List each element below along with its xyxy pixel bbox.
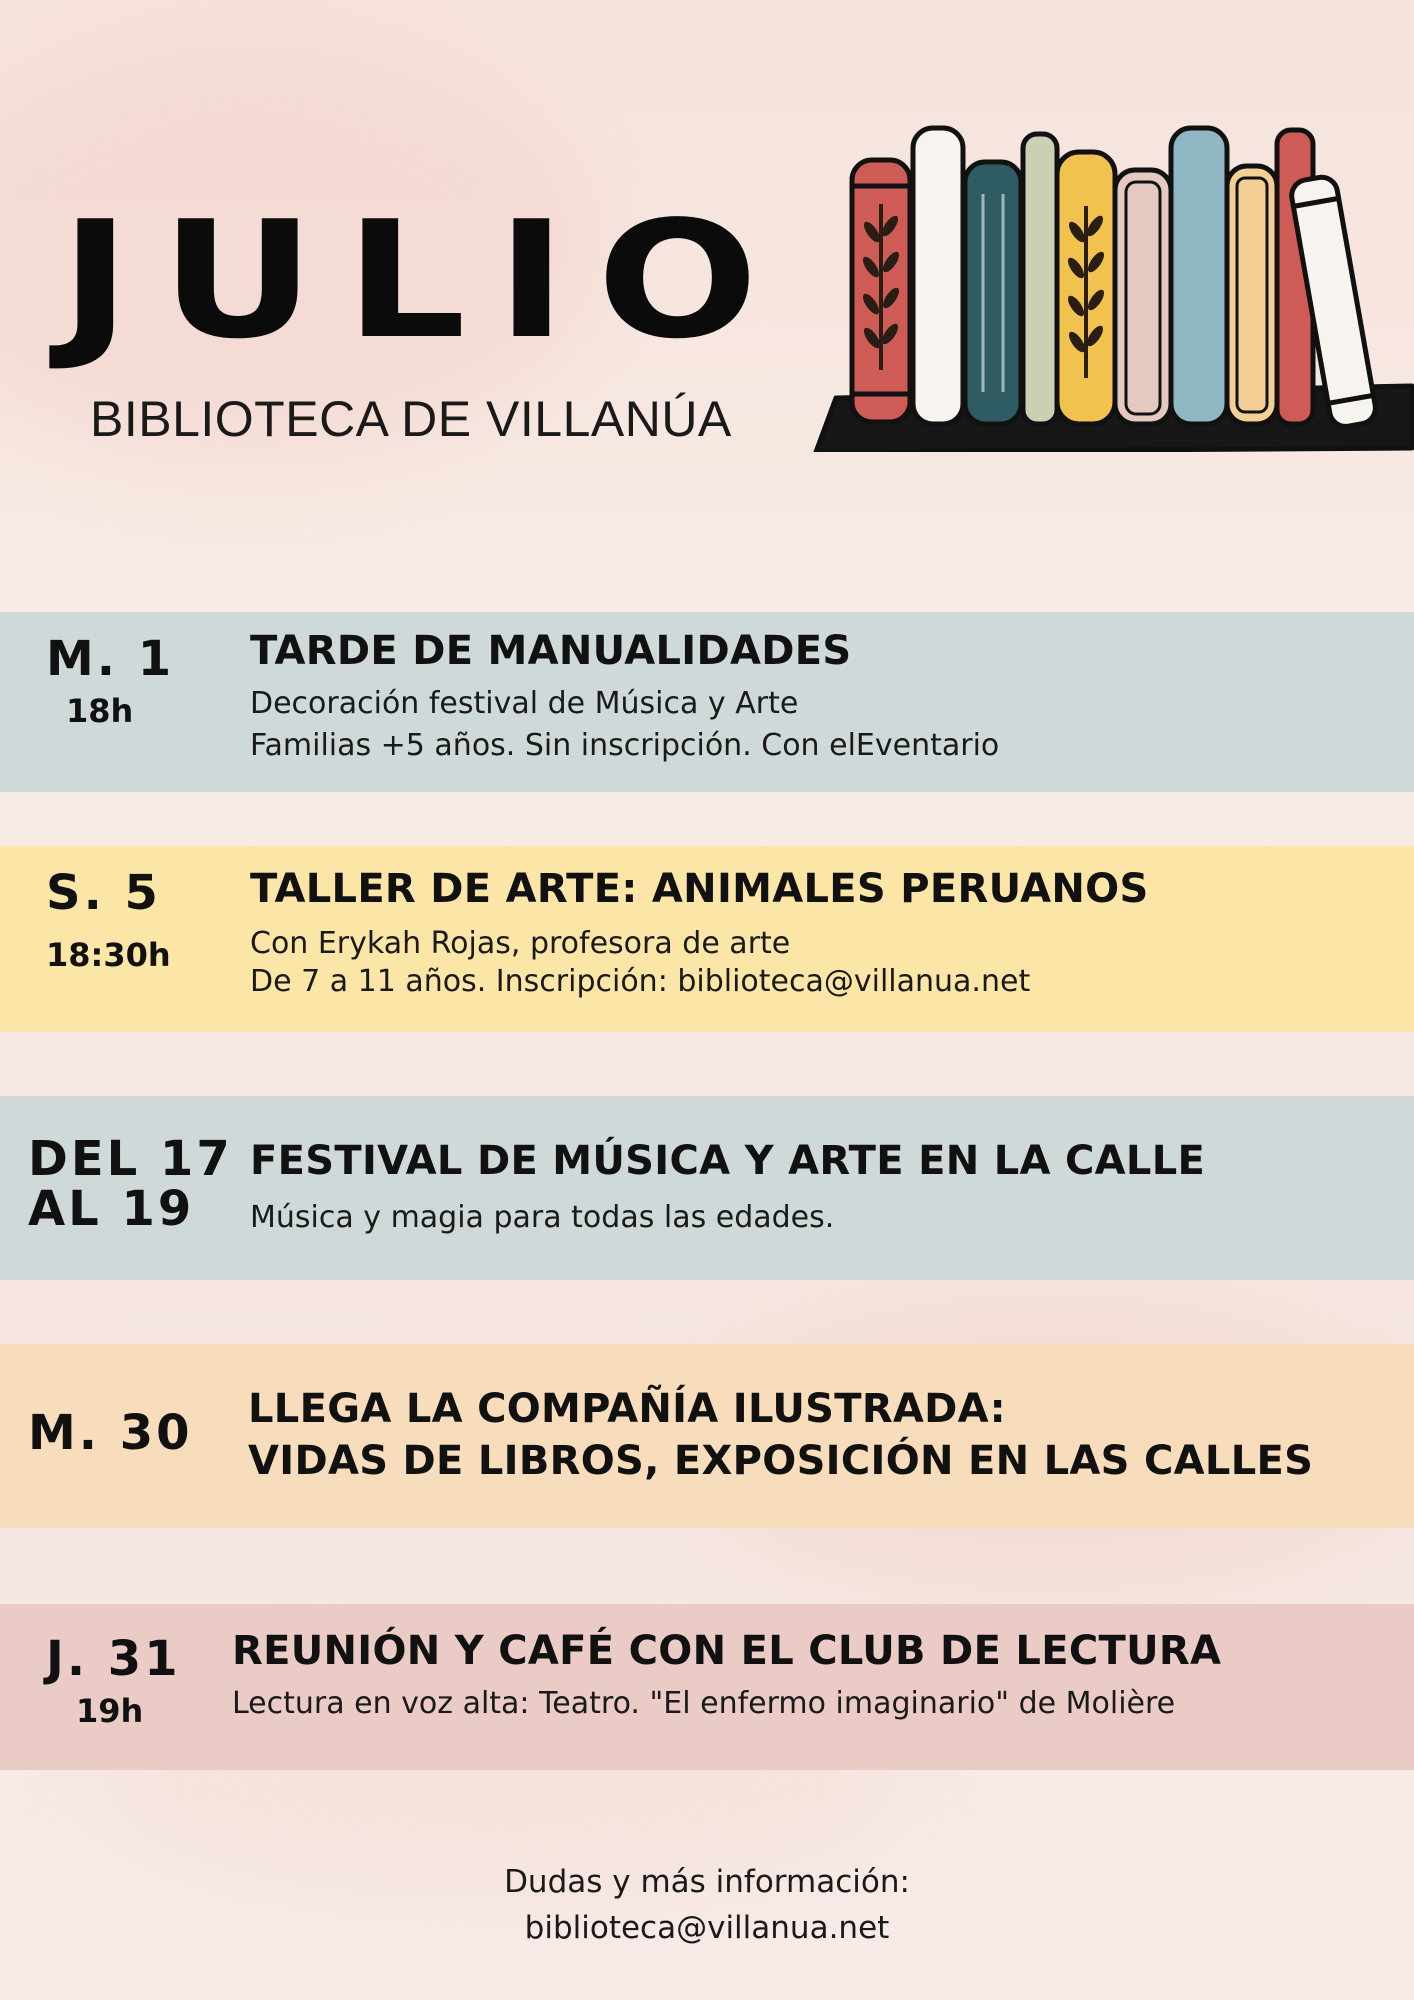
- event-description: Con Erykah Rojas, profesora de arte: [250, 926, 791, 961]
- event-details: De 7 a 11 años. Inscripción: biblioteca@villanua.net: [250, 964, 1031, 999]
- footer-email: biblioteca@villanua.net: [524, 1910, 890, 1946]
- event-title: TALLER DE ARTE: ANIMALES PERUANOS: [250, 866, 1149, 912]
- event-band-2: [0, 846, 1414, 1032]
- event-title: REUNIÓN Y CAFÉ CON EL CLUB DE LECTURA: [232, 1628, 1222, 1674]
- event-band-3: [0, 1096, 1414, 1280]
- book-icon: [1115, 170, 1171, 424]
- event-band-1: [0, 612, 1414, 792]
- event-date: J. 31: [46, 1631, 181, 1687]
- event-details: Familias +5 años. Sin inscripción. Con elEventario: [250, 728, 1000, 763]
- event-title: LLEGA LA COMPAÑÍA ILUSTRADA:: [248, 1386, 1006, 1432]
- event-date: M. 30: [28, 1405, 193, 1461]
- book-icon: [913, 128, 963, 424]
- event-time: 18h: [66, 692, 134, 730]
- page-title: JULIO: [60, 186, 789, 375]
- page-subtitle: BIBLIOTECA DE VILLANÚA: [90, 391, 732, 447]
- event-description: Decoración festival de Música y Arte: [250, 686, 799, 721]
- event-time: 18:30h: [46, 936, 171, 974]
- event-description: Música y magia para todas las edades.: [250, 1200, 835, 1235]
- footer-info-label: Dudas y más información:: [504, 1864, 910, 1900]
- book-icon: [965, 162, 1021, 424]
- event-title: TARDE DE MANUALIDADES: [250, 628, 852, 674]
- event-title: FESTIVAL DE MÚSICA Y ARTE EN LA CALLE: [250, 1138, 1206, 1184]
- bookshelf-illustration: [812, 122, 1414, 452]
- event-date: S. 5: [46, 865, 161, 921]
- book-icon: [1023, 134, 1057, 424]
- event-band-5: [0, 1604, 1414, 1770]
- book-icon: [1227, 166, 1277, 424]
- event-date-end: AL 19: [28, 1181, 195, 1237]
- event-band-4: [0, 1344, 1414, 1528]
- event-title-line-2: VIDAS DE LIBROS, EXPOSICIÓN EN LAS CALLES: [248, 1438, 1314, 1484]
- event-date-start: DEL 17: [28, 1131, 233, 1187]
- event-time: 19h: [76, 1692, 144, 1730]
- event-date: M. 1: [46, 631, 175, 687]
- book-icon: [1171, 128, 1227, 424]
- event-description: Lectura en voz alta: Teatro. "El enfermo imaginario" de Molière: [232, 1686, 1176, 1721]
